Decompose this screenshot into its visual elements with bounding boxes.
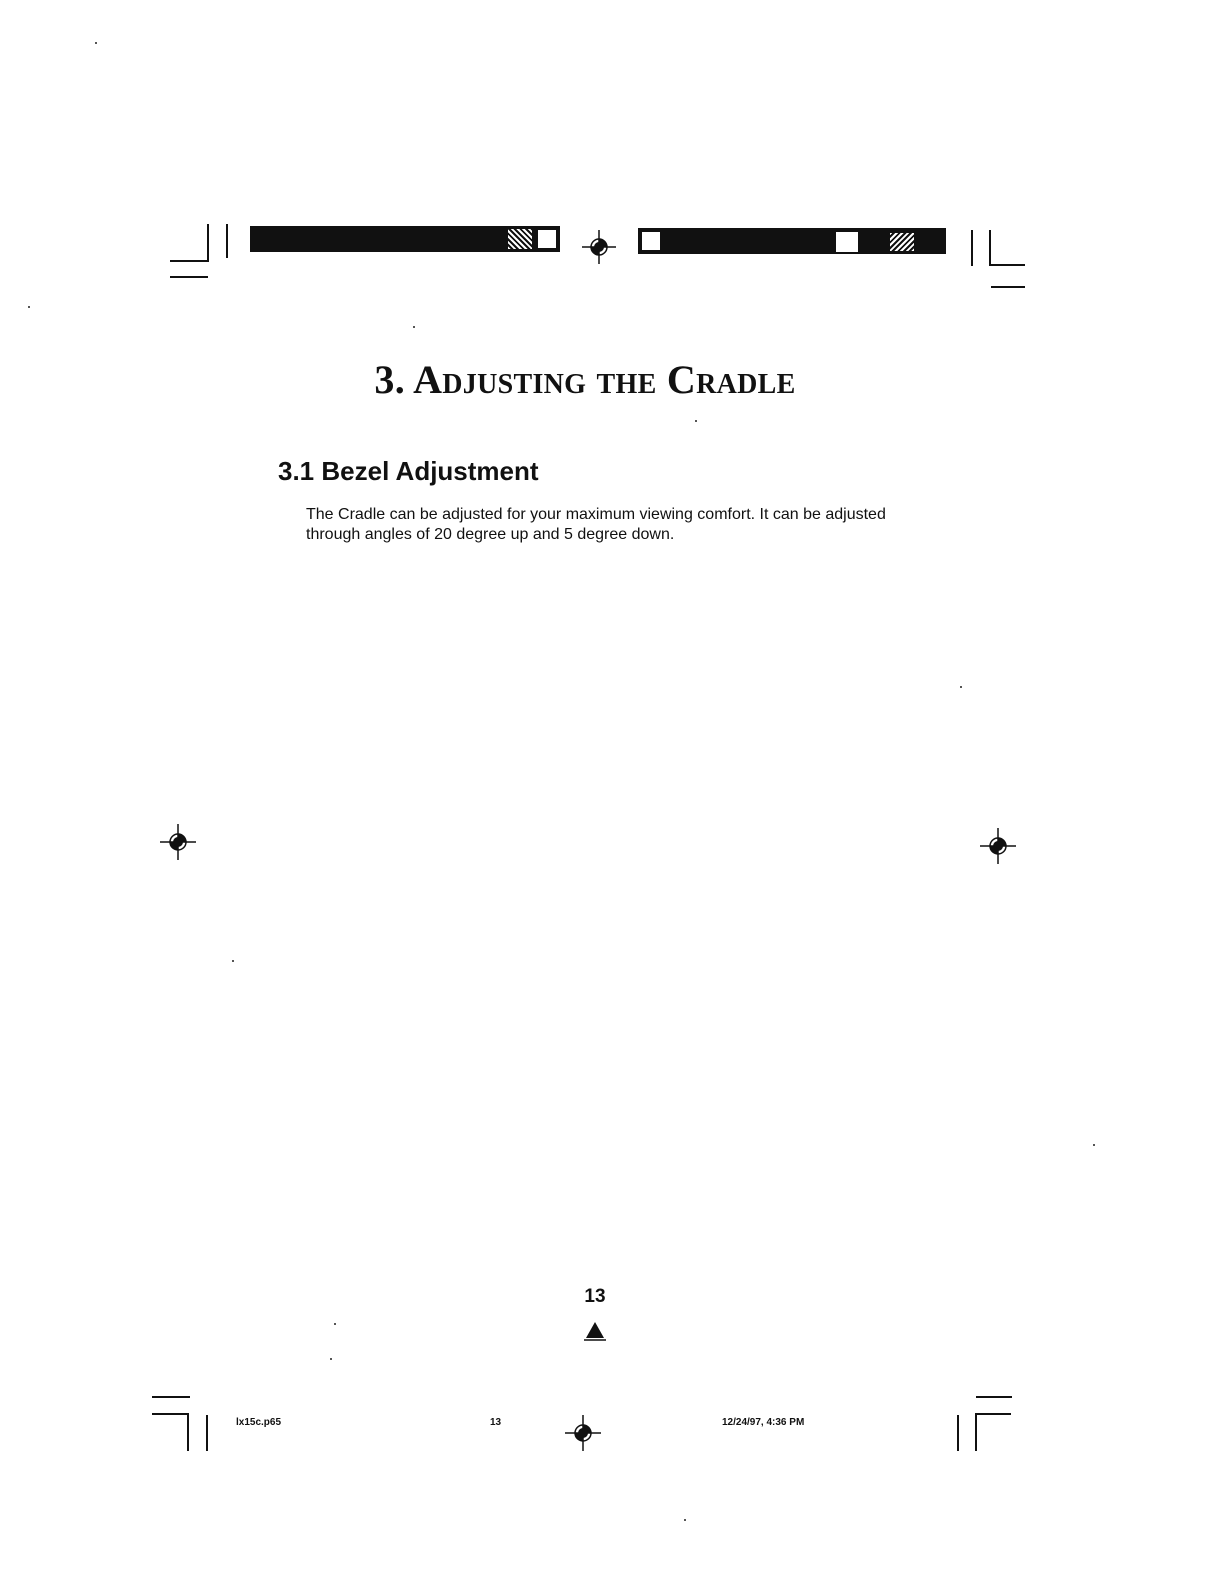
chapter-title: 3. Adjusting the Cradle bbox=[374, 357, 796, 402]
registration-mark-top bbox=[582, 230, 616, 264]
slug-timestamp: 12/24/97, 4:36 PM bbox=[722, 1417, 805, 1428]
up-triangle-icon bbox=[583, 1320, 607, 1342]
slug-filename: lx15c.p65 bbox=[236, 1417, 282, 1428]
page-number: 13 bbox=[584, 1286, 606, 1307]
registration-mark-bottom bbox=[565, 1415, 601, 1451]
section-body: The Cradle can be adjusted for your maximum viewing comfort. It can be adjusted through angles of 20 degree up and 5 degree down. bbox=[306, 506, 886, 543]
slug-page: 13 bbox=[490, 1417, 502, 1428]
registration-mark-left bbox=[160, 824, 196, 860]
section-title: 3.1 Bezel Adjustment bbox=[278, 456, 539, 486]
registration-mark-right bbox=[980, 828, 1016, 864]
